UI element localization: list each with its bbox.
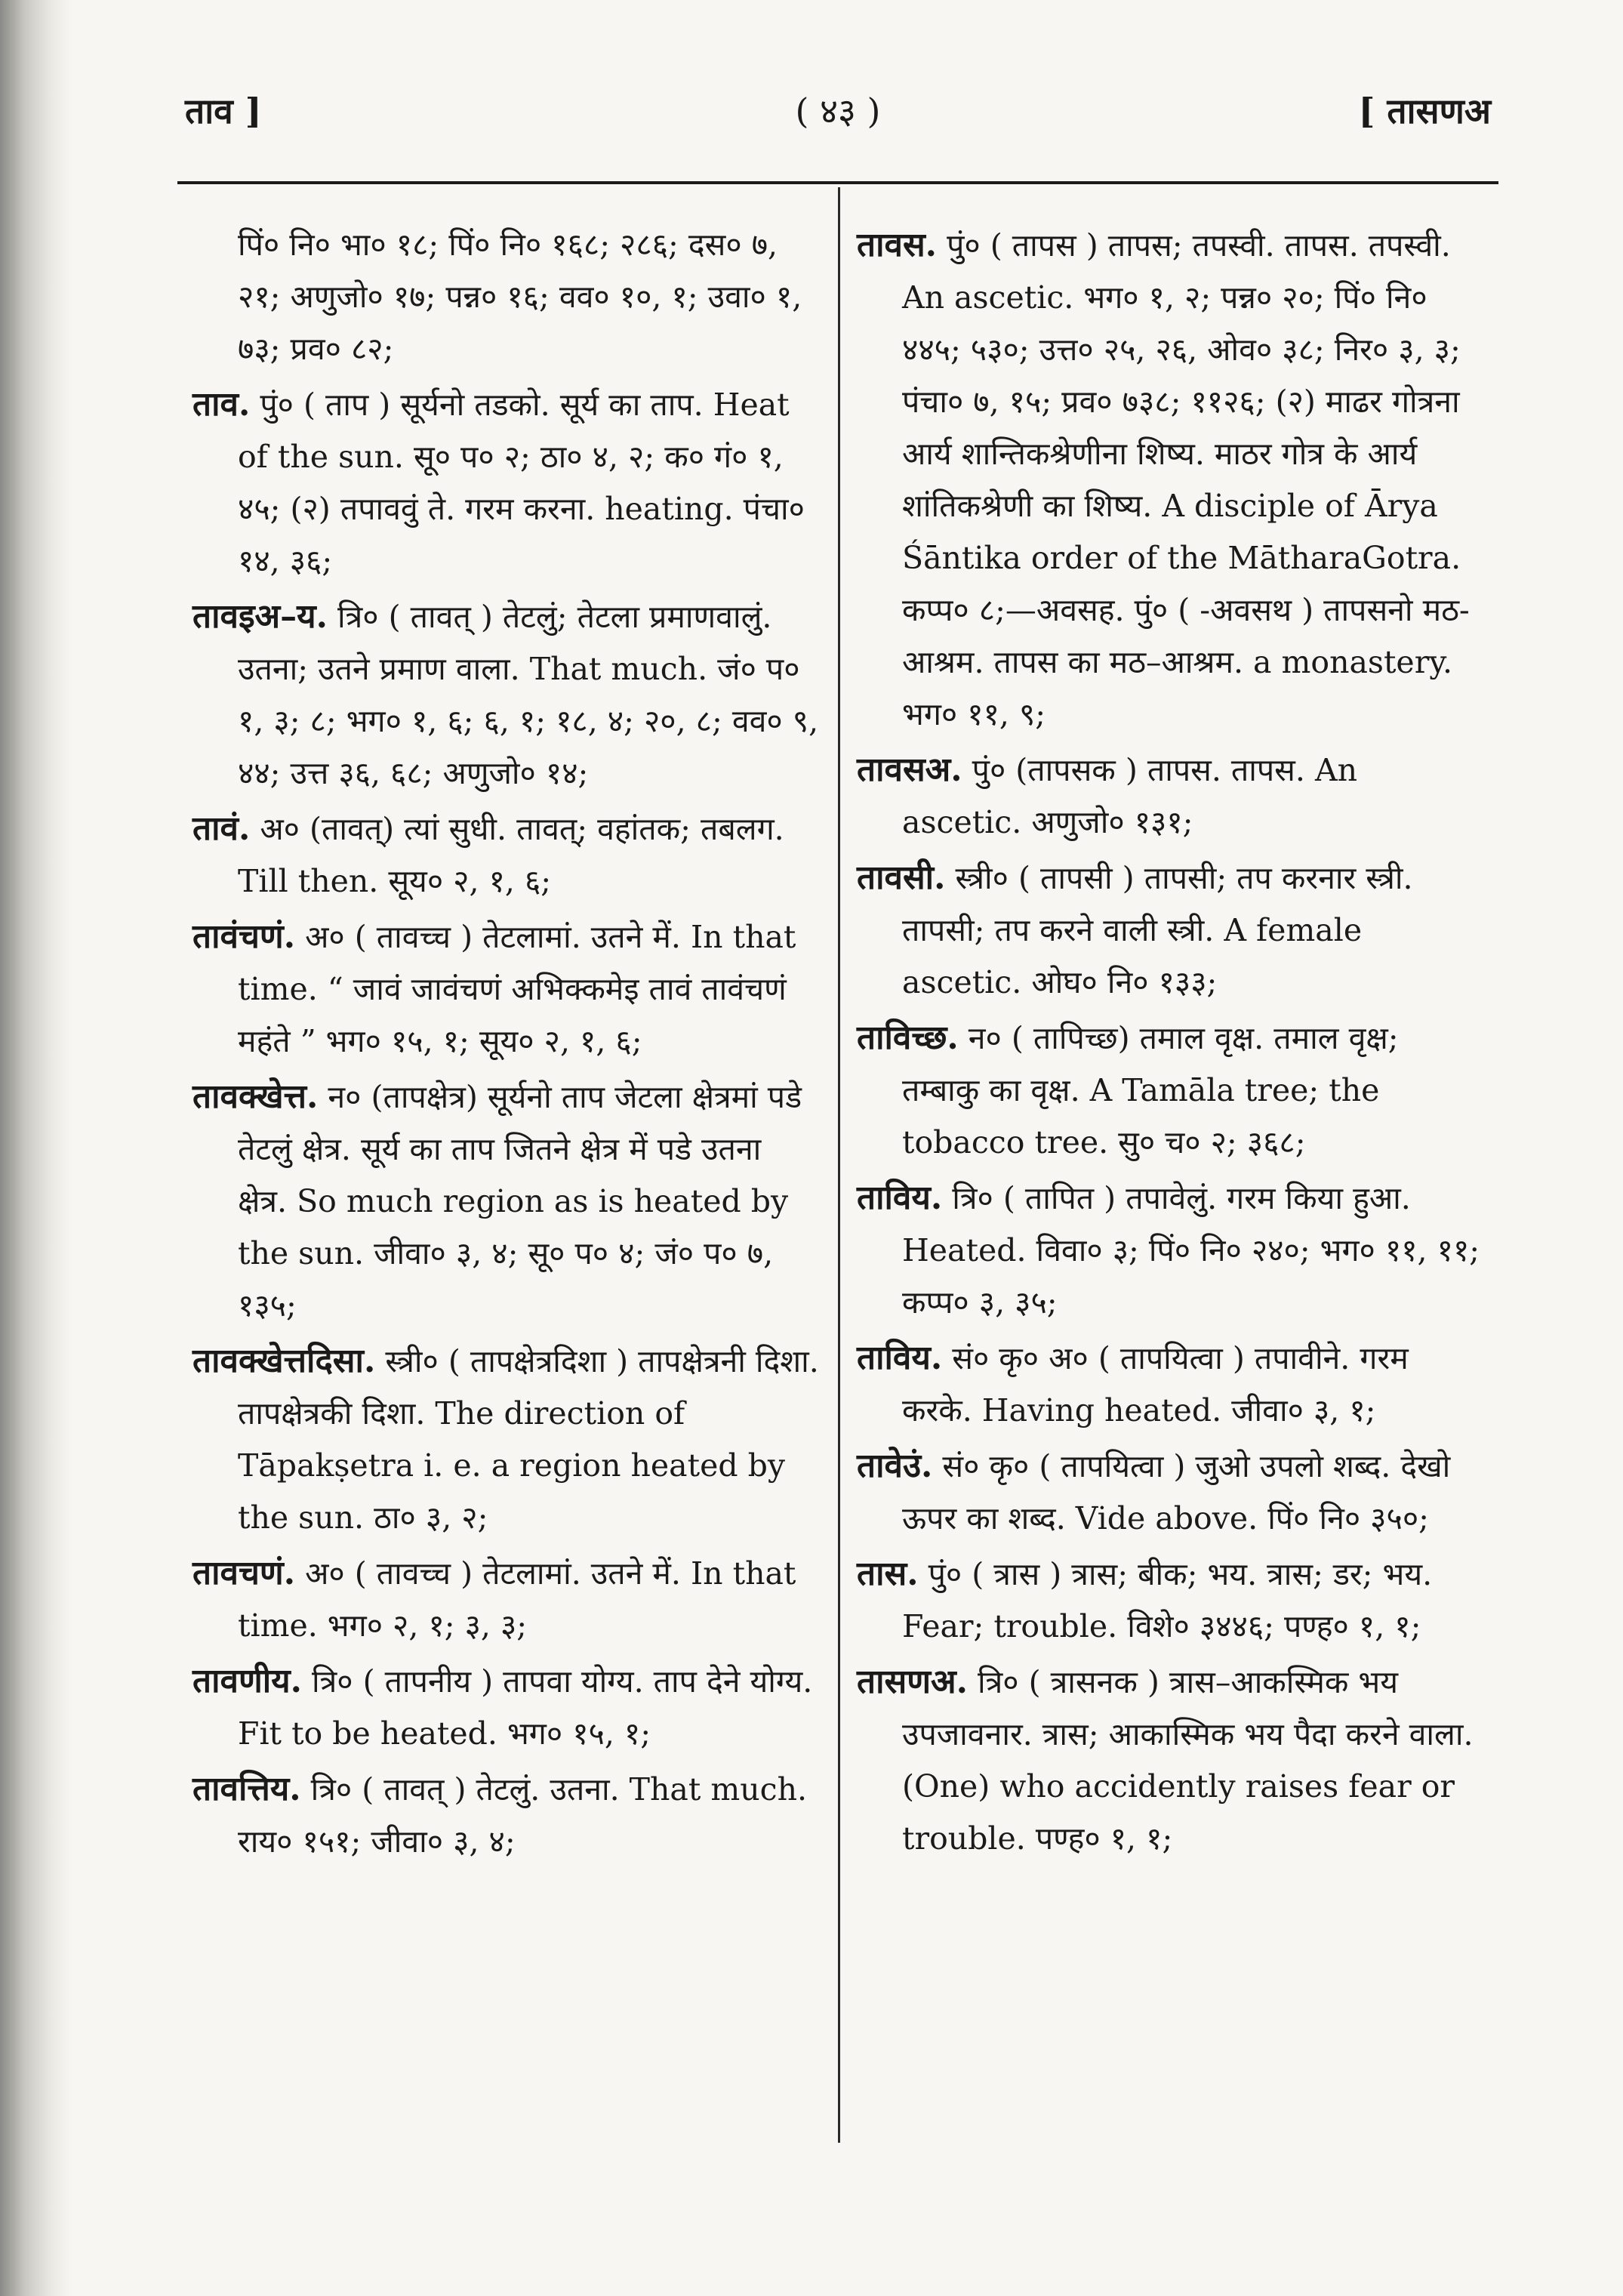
entry-definition: न० ( तापिच्छ) तमाल वृक्ष. तमाल वृक्ष; तम्बाकु का वृक्ष. A Tamāla tree; the tobacco tree. सु० च० २; ३६८; [902, 1020, 1399, 1160]
dictionary-entry [192, 1763, 819, 1868]
entry-definition: पुं० (तापसक ) तापस. तापस. An ascetic. अणुजो० १३१; [902, 752, 1357, 840]
dictionary-entry [192, 219, 819, 375]
entry-headword: तावसी. [857, 858, 946, 897]
entry-headword: तावइअ–य. [192, 597, 328, 636]
column-divider [838, 187, 840, 2143]
dictionary-entry [857, 1656, 1483, 1865]
entry-definition: त्रि० ( तावत् ) तेटलुं. उतना. That much. राय० १५१; जीवा० ३, ४; [238, 1771, 808, 1860]
entry-definition: पुं० ( तापस ) तापस; तपस्वी. तापस. तपस्वी. An ascetic. भग० १, २; पन्न० २०; पिं० नि० ४४५; ५३०; उत्त० २५, २६, ओव० ३८; निर० ३, ३; पंचा० ७, १५; प्रव० ७३८; ११२६; (२) माढर गोत्रना आर्य शान्तिकश्रेणीना शिष्य. माठर गोत्र के आर्य शांतिकश्रेणी का शिष्य. A disciple of Ārya Śāntika order of the MātharaGotra. कप्प० ८;—अवसह. पुं० ( -अवसथ ) तापसनो मठ-आश्रम. तापस का मठ–आश्रम. a monastery. भग० ११, ९; [902, 227, 1470, 732]
header-left-guideword: ताव ] [185, 91, 262, 131]
dictionary-entry [192, 911, 819, 1068]
entry-headword: तावचणं. [192, 1554, 296, 1592]
entry-definition: स्त्री० ( तापक्षेत्रदिशा ) तापक्षेत्रनी दिशा. तापक्षेत्रकी दिशा. The direction of Tāpakṣetra i. e. a region heated by the sun. ठा० ३, २; [238, 1343, 819, 1536]
entry-definition: अ० ( तावच्च ) तेटलामां. उतने में. In that time. भग० २, १; ३, ३; [238, 1555, 796, 1644]
entry-headword: तावणीय. [192, 1662, 302, 1700]
header-right-guideword: [ तासणअ [1358, 91, 1491, 131]
entry-headword: तावेउं. [857, 1447, 933, 1485]
entry-headword: तासणअ. [857, 1663, 968, 1701]
dictionary-entry [192, 1547, 819, 1652]
dictionary-entry [192, 803, 819, 908]
entry-headword: तावत्तिय. [192, 1770, 301, 1808]
dictionary-entry [857, 1440, 1483, 1545]
entry-headword: तावंचणं. [192, 917, 296, 956]
entry-definition: पुं० ( ताप ) सूर्यनो तडको. सूर्य का ताप. Heat of the sun. सू० प० २; ठा० ४, २; क० गं० १, ४५; (२) तपाववुं ते. गरम करना. heating. पंचा० १४, ३६; [238, 387, 805, 579]
page-edge-shadow [0, 0, 72, 2296]
dictionary-entry [192, 378, 819, 587]
dictionary-entry [857, 1172, 1483, 1329]
entry-definition: न० (तापक्षेत्र) सूर्यनो ताप जेटला क्षेत्रमां पडे तेटलुं क्षेत्र. सूर्य का ताप जितने क्षेत्र में पडे उतना क्षेत्र. So much region as is heated by the sun. जीवा० ३, ४; सू० प० ४; जं० प० ७, १३५; [238, 1079, 802, 1324]
header-rule [177, 181, 1498, 184]
left-column [192, 219, 819, 1871]
entry-headword: तावस. [857, 226, 938, 264]
entry-definition: त्रि० ( त्रासनक ) त्रास–आकस्मिक भय उपजावनार. त्रास; आकास्मिक भय पैदा करने वाला. (One) who accidently raises fear or trouble. पण्ह० १, १; [902, 1664, 1474, 1857]
dictionary-entry [192, 1335, 819, 1544]
entry-headword: तावसअ. [857, 750, 962, 789]
dictionary-entry [857, 744, 1483, 849]
dictionary-entry [192, 1655, 819, 1760]
dictionary-entry [857, 219, 1483, 741]
entry-headword: तावक्खेत्त. [192, 1077, 319, 1116]
page-header [185, 83, 1491, 151]
dictionary-entry [857, 1332, 1483, 1437]
entry-headword: तावं. [192, 809, 251, 848]
page-number: ( ४३ ) [795, 91, 881, 131]
dictionary-entry [192, 1071, 819, 1332]
dictionary-entry [857, 1012, 1483, 1169]
entry-definition: अ० ( तावच्च ) तेटलामां. उतने में. In that time. “ जावं जावंचणं अभिक्कमेइ तावं तावंचणं महंते ” भग० १५, १; सूय० २, १, ६; [238, 919, 796, 1059]
dictionary-entry [857, 1548, 1483, 1653]
entry-headword: ताविच्छ. [857, 1019, 959, 1057]
entry-definition: सं० कृ० अ० ( तापयित्वा ) तपावीने. गरम करके. Having heated. जीवा० ३, १; [902, 1340, 1409, 1428]
right-column [857, 219, 1483, 1868]
entry-definition: पिं० नि० भा० १८; पिं० नि० १६८; २८६; दस० ७, २१; अणुजो० १७; पन्न० १६; वव० १०, १; उवा० १, ७३; प्रव० ८२; [238, 227, 802, 367]
entry-headword: ताव. [192, 385, 251, 424]
entry-headword: तावक्खेत्तदिसा. [192, 1342, 376, 1380]
entry-definition: त्रि० ( तापित ) तपावेलुं. गरम किया हुआ. Heated. विवा० ३; पिं० नि० २४०; भग० ११, ११; कप्प० ३, ३५; [902, 1180, 1480, 1321]
entry-definition: सं० कृ० ( तापयित्वा ) जुओ उपलो शब्द. देखो ऊपर का शब्द. Vide above. पिं० नि० ३५०; [902, 1448, 1451, 1536]
entry-definition: त्रि० ( तावत् ) तेटलुं; तेटला प्रमाणवालुं. उतना; उतने प्रमाण वाला. That much. जं० प० १, ३; ८; भग० १, ६; ६, १; १८, ४; २०, ८; वव० ९, ४४; उत्त ३६, ६८; अणुजो० १४; [238, 599, 819, 791]
entry-headword: ताविय. [857, 1179, 943, 1217]
entry-definition: अ० (तावत्) त्यां सुधी. तावत्; वहांतक; तबलग. Till then. सूय० २, १, ६; [238, 811, 784, 899]
entry-definition: पुं० ( त्रास ) त्रास; बीक; भय. त्रास; डर; भय. Fear; trouble. विशे० ३४४६; पण्ह० १, १; [902, 1556, 1433, 1644]
dictionary-entry [192, 590, 819, 800]
entry-headword: तास. [857, 1555, 919, 1593]
entry-headword: ताविय. [857, 1339, 943, 1377]
dictionary-entry [857, 852, 1483, 1009]
entry-definition: त्रि० ( तापनीय ) तापवा योग्य. ताप देने योग्य. Fit to be heated. भग० १५, १; [238, 1663, 813, 1752]
entry-definition: स्त्री० ( तापसी ) तापसी; तप करनार स्त्री. तापसी; तप करने वाली स्त्री. A female ascetic. ओघ० नि० १३३; [902, 860, 1413, 1000]
